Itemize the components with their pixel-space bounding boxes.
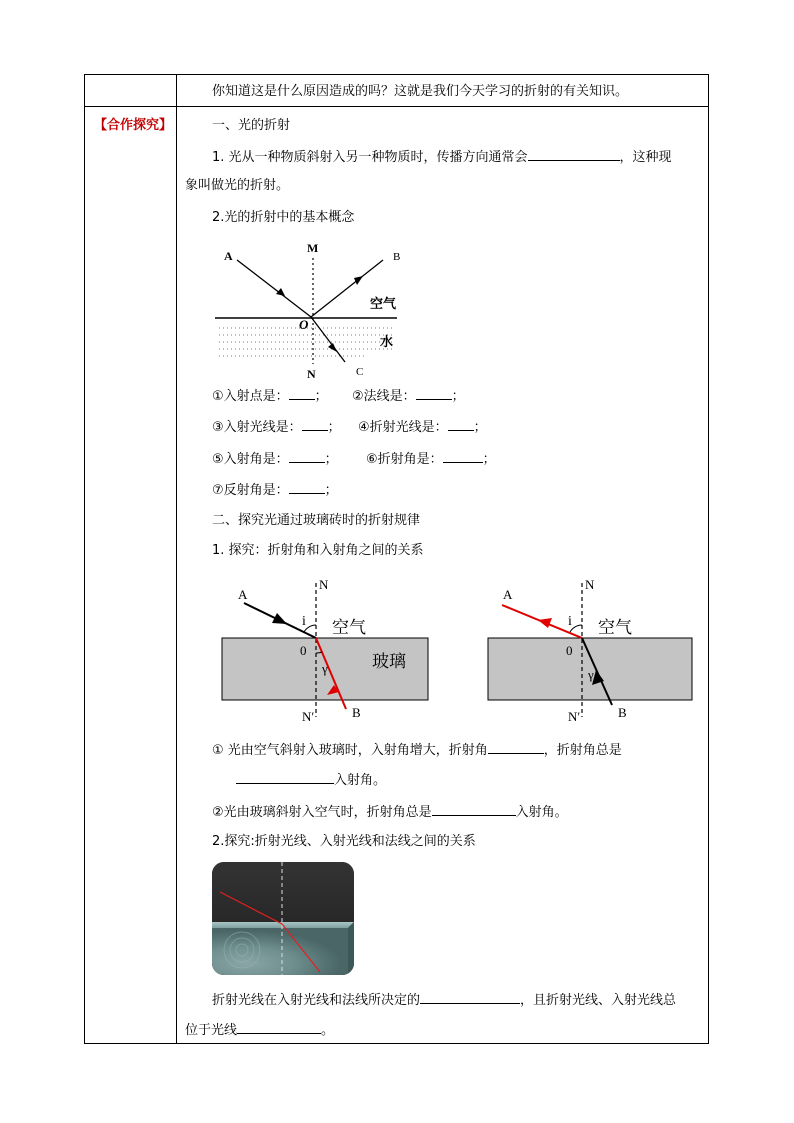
answer-blank[interactable] (416, 387, 452, 400)
item-row-2 (352, 387, 465, 405)
item-incidence-angle: ⑤入射角是： (212, 452, 289, 467)
item-incident-ray: ③入射光线是： (212, 420, 302, 435)
label-M: M (307, 241, 319, 255)
label-B: B (352, 705, 361, 720)
refraction-diagram-air-to-glass (222, 575, 432, 725)
final-question-cont (185, 1021, 334, 1039)
answer-blank[interactable] (236, 771, 334, 784)
final-question (212, 991, 676, 1009)
answer-blank[interactable] (432, 803, 516, 816)
label-B: B (618, 705, 627, 720)
label-N: N (319, 577, 329, 592)
item-refracted-ray: ④折射光线是： (358, 420, 448, 435)
semicolon: ； (314, 389, 328, 404)
label-N-prime: N′ (568, 709, 581, 724)
intro-text: 你知道这是什么原因造成的吗？这就是我们今天学习的折射的有关知识。 (212, 84, 629, 99)
item-refraction-angle: ⑥折射角是： (366, 452, 443, 467)
semicolon: ； (482, 452, 496, 467)
label-O: 0 (566, 643, 573, 658)
label-A: A (503, 587, 513, 602)
label-gamma: γ (588, 667, 594, 682)
answer-blank[interactable] (443, 450, 483, 463)
label-air: 空气 (598, 618, 632, 638)
final-middle: ，且折射光线、入射光线总 (520, 993, 677, 1008)
heading-glass: 二、探究光通过玻璃砖时的折射规律 (212, 513, 421, 528)
answer-blank[interactable] (289, 450, 325, 463)
semicolon: ； (451, 389, 465, 404)
glass-block-photo (212, 862, 354, 975)
item-row-4 (358, 418, 487, 436)
semicolon: ； (327, 420, 341, 435)
c2-prefix: ②光由玻璃斜射入空气时，折射角总是 (212, 805, 432, 820)
photo-illustration (212, 862, 354, 975)
explore-2: 2.探究:折射光线、入射光线和法线之间的关系 (212, 834, 476, 849)
item-row-7 (212, 481, 338, 499)
section-label: 【合作探究】 (94, 118, 173, 133)
heading-refraction: 一、光的折射 (212, 118, 291, 133)
item-row-1 (212, 387, 328, 405)
c1-end: 入射角。 (334, 773, 387, 788)
label-B: B (393, 251, 401, 263)
label-air: 空气 (370, 297, 397, 312)
final-prefix: 折射光线在入射光线和法线所决定的 (212, 993, 421, 1008)
conclusion-1-cont (236, 771, 386, 789)
final-line2: 位于光线 (185, 1023, 238, 1038)
table-frame (84, 74, 709, 1044)
conclusion-1 (212, 741, 622, 759)
label-N: N (585, 577, 595, 592)
answer-blank[interactable] (448, 418, 474, 431)
refraction-diagram-water (215, 238, 405, 383)
semicolon: ； (473, 420, 487, 435)
label-N: N (307, 367, 316, 381)
answer-blank[interactable] (289, 387, 315, 400)
label-glass: 玻璃 (372, 652, 406, 672)
c1-prefix: ① 光由空气斜射入玻璃时，入射角增大，折射角 (212, 743, 488, 758)
label-O: O (299, 317, 309, 332)
final-end: 。 (321, 1023, 335, 1038)
question-2: 2.光的折射中的基本概念 (212, 210, 355, 225)
label-air: 空气 (332, 618, 366, 638)
refraction-diagram-glass-to-air (488, 575, 698, 725)
c1-middle: ，折射角总是 (543, 743, 622, 758)
answer-blank[interactable] (488, 741, 544, 754)
semicolon: ； (324, 483, 338, 498)
label-C: C (356, 366, 364, 378)
answer-blank[interactable] (420, 991, 520, 1004)
q1-continued: 象叫做光的折射。 (185, 178, 290, 193)
item-row-5 (212, 450, 338, 468)
label-A: A (238, 587, 248, 602)
answer-blank[interactable] (528, 148, 620, 161)
answer-blank[interactable] (289, 481, 325, 494)
item-normal: ②法线是： (352, 389, 416, 404)
answer-blank[interactable] (237, 1021, 321, 1034)
label-i: i (568, 614, 572, 629)
q1-prefix: 1. 光从一种物质斜射入另一种物质时，传播方向通常会 (212, 150, 528, 165)
question-1 (212, 148, 672, 166)
item-reflection-angle: ⑦反射角是： (212, 483, 289, 498)
q1-suffix: ，这种现 (619, 150, 672, 165)
answer-blank[interactable] (302, 418, 328, 431)
label-gamma: γ (322, 661, 328, 676)
item-row-6 (366, 450, 496, 468)
conclusion-2 (212, 803, 568, 821)
item-incidence-point: ①入射点是： (212, 389, 289, 404)
column-divider (176, 74, 177, 1044)
row-divider (84, 106, 709, 107)
semicolon: ； (324, 452, 338, 467)
explore-1: 1. 探究：折射角和入射角之间的关系 (212, 543, 424, 558)
c2-end: 入射角。 (515, 805, 568, 820)
label-A: A (224, 249, 233, 263)
item-row-3 (212, 418, 341, 436)
label-i: i (302, 614, 306, 629)
label-O: 0 (300, 643, 307, 658)
label-N-prime: N′ (302, 709, 315, 724)
label-water: 水 (380, 335, 394, 350)
